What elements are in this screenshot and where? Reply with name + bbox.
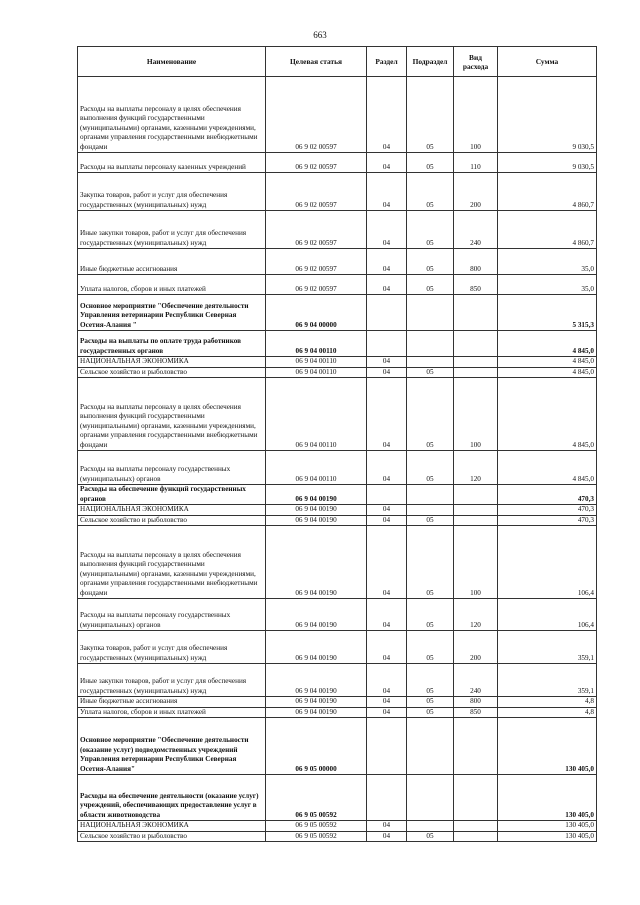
cell-code: 06 9 04 00190 — [266, 515, 367, 526]
table-row — [78, 631, 597, 664]
cell-subsection: 05 — [407, 631, 454, 664]
cell-subsection: 05 — [407, 831, 454, 842]
cell-name: НАЦИОНАЛЬНАЯ ЭКОНОМИКА — [78, 821, 266, 832]
cell-sum: 4 845,0 — [498, 367, 597, 378]
cell-code: 06 9 04 00190 — [266, 485, 367, 505]
cell-code: 06 9 04 00190 — [266, 505, 367, 516]
cell-section: 04 — [367, 249, 407, 275]
cell-sum: 106,4 — [498, 599, 597, 631]
table-row — [78, 77, 597, 153]
cell-type — [454, 821, 498, 832]
table-row — [78, 451, 597, 485]
cell-subsection: 05 — [407, 707, 454, 718]
table-row — [78, 211, 597, 249]
cell-type — [454, 831, 498, 842]
cell-name: Расходы на выплаты персоналу государственных (муниципальных) органов — [78, 451, 266, 485]
cell-section: 04 — [367, 664, 407, 697]
cell-section: 04 — [367, 599, 407, 631]
cell-name: Закупка товаров, работ и услуг для обеспечения государственных (муниципальных) нужд — [78, 631, 266, 664]
table-row — [78, 526, 597, 599]
cell-section: 04 — [367, 707, 407, 718]
cell-sum: 4,8 — [498, 707, 597, 718]
cell-section: 04 — [367, 153, 407, 173]
cell-sum: 4 845,0 — [498, 451, 597, 485]
table-row — [78, 515, 597, 526]
cell-code: 06 9 04 00190 — [266, 599, 367, 631]
table-row — [78, 295, 597, 331]
cell-sum: 470,3 — [498, 485, 597, 505]
cell-type — [454, 331, 498, 357]
cell-type: 100 — [454, 378, 498, 451]
cell-section: 04 — [367, 821, 407, 832]
table-row — [78, 775, 597, 821]
cell-code: 06 9 02 00597 — [266, 211, 367, 249]
cell-code: 06 9 05 00000 — [266, 718, 367, 775]
cell-type: 200 — [454, 173, 498, 211]
page-number: 663 — [313, 30, 327, 40]
cell-subsection: 05 — [407, 77, 454, 153]
cell-type: 850 — [454, 707, 498, 718]
cell-code: 06 9 04 00190 — [266, 526, 367, 599]
cell-code: 06 9 02 00597 — [266, 173, 367, 211]
cell-subsection — [407, 505, 454, 516]
cell-code: 06 9 04 00190 — [266, 664, 367, 697]
cell-name: Закупка товаров, работ и услуг для обеспечения государственных (муниципальных) нужд — [78, 173, 266, 211]
cell-sum: 4,8 — [498, 697, 597, 708]
cell-code: 06 9 05 00592 — [266, 775, 367, 821]
cell-name: Основное мероприятие "Обеспечение деятельности (оказание услуг) подведомственных учреждений Управления ветеринарии Республики Северная Осетия-Алания" — [78, 718, 266, 775]
cell-subsection: 05 — [407, 515, 454, 526]
cell-section: 04 — [367, 697, 407, 708]
cell-code: 06 9 05 00592 — [266, 821, 367, 832]
header-section: Раздел — [367, 47, 407, 77]
cell-subsection — [407, 295, 454, 331]
cell-name: Сельское хозяйство и рыболовство — [78, 831, 266, 842]
cell-code: 06 9 05 00592 — [266, 831, 367, 842]
cell-subsection: 05 — [407, 697, 454, 708]
cell-name: Расходы на выплаты персоналу в целях обеспечения выполнения функций государственными (муниципальными) органами, казенными учреждениями, органами управления государственными внебюджетными фондами — [78, 378, 266, 451]
cell-name: НАЦИОНАЛЬНАЯ ЭКОНОМИКА — [78, 505, 266, 516]
cell-subsection: 05 — [407, 664, 454, 697]
cell-section: 04 — [367, 526, 407, 599]
table-row — [78, 599, 597, 631]
cell-type — [454, 367, 498, 378]
cell-section: 04 — [367, 831, 407, 842]
cell-name: Расходы на обеспечение функций государственных органов — [78, 485, 266, 505]
cell-sum: 130 405,0 — [498, 775, 597, 821]
cell-sum: 106,4 — [498, 526, 597, 599]
cell-name: Расходы на обеспечение деятельности (оказание услуг) учреждений, обеспечивающих предоставление услуг в области животноводства — [78, 775, 266, 821]
cell-section: 04 — [367, 275, 407, 295]
cell-section: 04 — [367, 77, 407, 153]
cell-sum: 5 315,3 — [498, 295, 597, 331]
cell-sum: 130 405,0 — [498, 821, 597, 832]
cell-section — [367, 485, 407, 505]
budget-table — [77, 46, 597, 842]
cell-type: 240 — [454, 211, 498, 249]
cell-type: 200 — [454, 631, 498, 664]
cell-type: 100 — [454, 526, 498, 599]
cell-sum: 359,1 — [498, 631, 597, 664]
cell-type — [454, 515, 498, 526]
table-row — [78, 331, 597, 357]
cell-name: Расходы на выплаты персоналу государственных (муниципальных) органов — [78, 599, 266, 631]
cell-code: 06 9 04 00110 — [266, 357, 367, 368]
cell-type: 100 — [454, 77, 498, 153]
header-type: Вид расхода — [454, 47, 498, 77]
cell-sum: 4 845,0 — [498, 378, 597, 451]
cell-code: 06 9 04 00190 — [266, 697, 367, 708]
cell-type — [454, 295, 498, 331]
cell-section: 04 — [367, 451, 407, 485]
cell-section: 04 — [367, 378, 407, 451]
cell-sum: 470,3 — [498, 505, 597, 516]
table-row — [78, 367, 597, 378]
cell-sum: 4 845,0 — [498, 357, 597, 368]
cell-sum: 130 405,0 — [498, 718, 597, 775]
cell-subsection — [407, 775, 454, 821]
table-row — [78, 173, 597, 211]
cell-code: 06 9 04 00000 — [266, 295, 367, 331]
cell-subsection: 05 — [407, 275, 454, 295]
cell-type: 120 — [454, 599, 498, 631]
cell-name: Уплата налогов, сборов и иных платежей — [78, 275, 266, 295]
table-body — [78, 77, 597, 842]
cell-type: 240 — [454, 664, 498, 697]
table-row — [78, 249, 597, 275]
cell-sum: 35,0 — [498, 249, 597, 275]
cell-code: 06 9 04 00190 — [266, 707, 367, 718]
cell-name: Иные бюджетные ассигнования — [78, 697, 266, 708]
table-row — [78, 485, 597, 505]
table-row — [78, 378, 597, 451]
cell-name: Расходы на выплаты персоналу в целях обеспечения выполнения функций государственными (муниципальными) органами, казенными учреждениями, органами управления государственными внебюджетными фондами — [78, 77, 266, 153]
cell-type: 110 — [454, 153, 498, 173]
cell-subsection: 05 — [407, 378, 454, 451]
cell-name: Сельское хозяйство и рыболовство — [78, 367, 266, 378]
cell-name: Основное мероприятие "Обеспечение деятельности Управления ветеринарии Республики Северная Осетия-Алания " — [78, 295, 266, 331]
cell-section: 04 — [367, 367, 407, 378]
cell-subsection: 05 — [407, 211, 454, 249]
cell-sum: 35,0 — [498, 275, 597, 295]
table-header-row — [78, 47, 597, 77]
table-row — [78, 718, 597, 775]
cell-sum: 4 845,0 — [498, 331, 597, 357]
cell-section: 04 — [367, 173, 407, 211]
table-row — [78, 821, 597, 832]
cell-sum: 4 860,7 — [498, 211, 597, 249]
cell-subsection: 05 — [407, 173, 454, 211]
cell-sum: 359,1 — [498, 664, 597, 697]
table-row — [78, 153, 597, 173]
cell-code: 06 9 02 00597 — [266, 153, 367, 173]
cell-type — [454, 485, 498, 505]
cell-section: 04 — [367, 211, 407, 249]
cell-subsection: 05 — [407, 599, 454, 631]
cell-type: 120 — [454, 451, 498, 485]
cell-type — [454, 775, 498, 821]
cell-subsection — [407, 357, 454, 368]
cell-name: Иные закупки товаров, работ и услуг для обеспечения государственных (муниципальных) нужд — [78, 664, 266, 697]
table-row — [78, 707, 597, 718]
cell-type: 850 — [454, 275, 498, 295]
cell-type — [454, 718, 498, 775]
cell-name: Иные бюджетные ассигнования — [78, 249, 266, 275]
cell-subsection: 05 — [407, 526, 454, 599]
cell-sum: 9 030,5 — [498, 77, 597, 153]
cell-subsection — [407, 821, 454, 832]
cell-code: 06 9 04 00110 — [266, 378, 367, 451]
cell-section — [367, 718, 407, 775]
cell-code: 06 9 02 00597 — [266, 249, 367, 275]
header-sum: Сумма — [498, 47, 597, 77]
cell-subsection — [407, 331, 454, 357]
cell-name: НАЦИОНАЛЬНАЯ ЭКОНОМИКА — [78, 357, 266, 368]
cell-sum: 130 405,0 — [498, 831, 597, 842]
table-row — [78, 831, 597, 842]
cell-sum: 4 860,7 — [498, 173, 597, 211]
cell-type: 800 — [454, 249, 498, 275]
cell-code: 06 9 02 00597 — [266, 77, 367, 153]
table-row — [78, 357, 597, 368]
header-name: Наименование — [78, 47, 266, 77]
cell-code: 06 9 04 00110 — [266, 331, 367, 357]
cell-type — [454, 357, 498, 368]
cell-name: Сельское хозяйство и рыболовство — [78, 515, 266, 526]
cell-subsection: 05 — [407, 153, 454, 173]
cell-name: Расходы на выплаты персоналу в целях обеспечения выполнения функций государственными (муниципальными) органами, казенными учреждениями, органами управления государственными внебюджетными фондами — [78, 526, 266, 599]
cell-subsection — [407, 718, 454, 775]
header-code: Целевая статья — [266, 47, 367, 77]
cell-section — [367, 775, 407, 821]
table-row — [78, 697, 597, 708]
cell-name: Расходы на выплаты персоналу казенных учреждений — [78, 153, 266, 173]
header-subsection: Подраздел — [407, 47, 454, 77]
cell-name: Уплата налогов, сборов и иных платежей — [78, 707, 266, 718]
cell-subsection: 05 — [407, 451, 454, 485]
table-row — [78, 505, 597, 516]
cell-subsection — [407, 485, 454, 505]
cell-section: 04 — [367, 357, 407, 368]
cell-section — [367, 295, 407, 331]
cell-section — [367, 331, 407, 357]
cell-sum: 470,3 — [498, 515, 597, 526]
table-row — [78, 664, 597, 697]
cell-subsection: 05 — [407, 249, 454, 275]
cell-code: 06 9 02 00597 — [266, 275, 367, 295]
cell-type — [454, 505, 498, 516]
cell-code: 06 9 04 00110 — [266, 451, 367, 485]
cell-subsection: 05 — [407, 367, 454, 378]
cell-section: 04 — [367, 505, 407, 516]
table-row — [78, 275, 597, 295]
cell-code: 06 9 04 00110 — [266, 367, 367, 378]
cell-section: 04 — [367, 515, 407, 526]
cell-code: 06 9 04 00190 — [266, 631, 367, 664]
cell-name: Иные закупки товаров, работ и услуг для обеспечения государственных (муниципальных) нужд — [78, 211, 266, 249]
cell-name: Расходы на выплаты по оплате труда работников государственных органов — [78, 331, 266, 357]
cell-section: 04 — [367, 631, 407, 664]
cell-type: 800 — [454, 697, 498, 708]
cell-sum: 9 030,5 — [498, 153, 597, 173]
